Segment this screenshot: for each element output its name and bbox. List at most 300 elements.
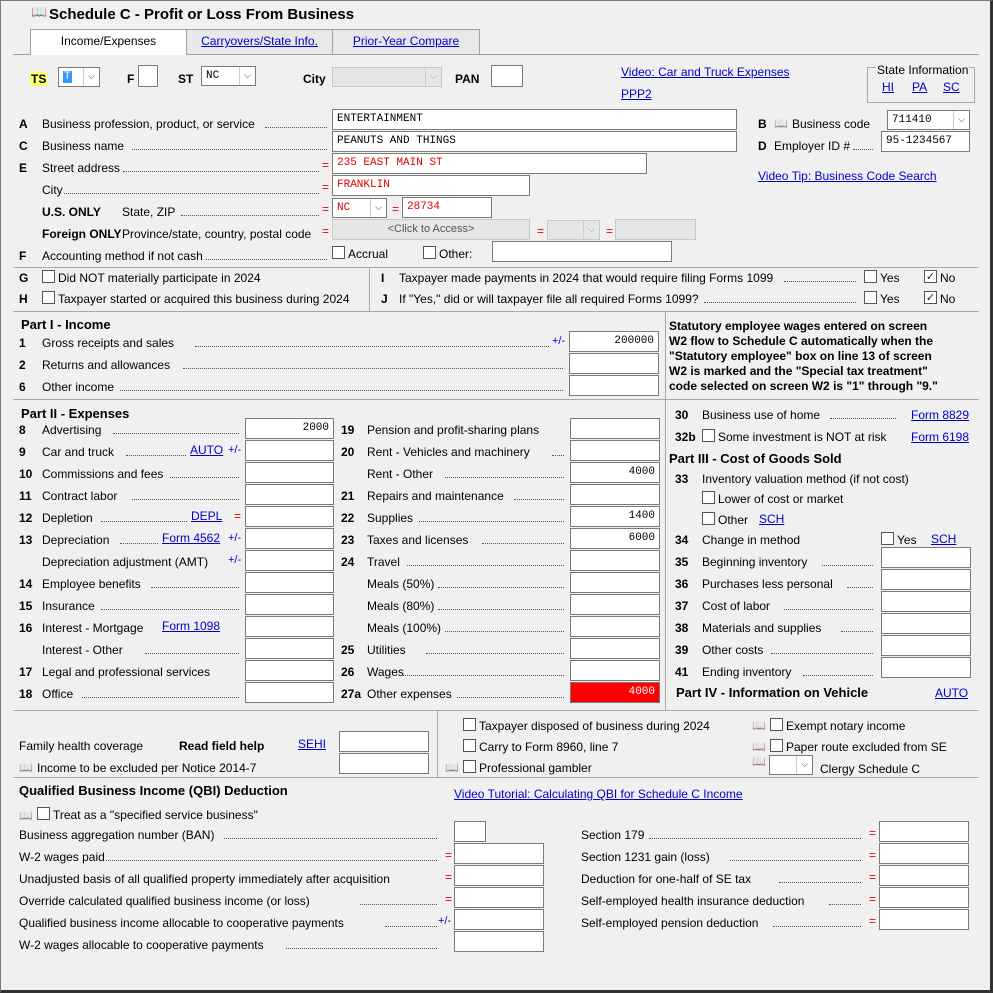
qbi-input[interactable]	[879, 909, 969, 930]
line-label: Repairs and maintenance	[367, 489, 504, 503]
leader-dots	[841, 630, 873, 632]
read-field-help-label: Read field help	[179, 739, 265, 753]
city-input[interactable]: FRANKLIN	[332, 175, 530, 196]
leader-dots	[779, 881, 861, 883]
line-30-label: Business use of home	[702, 408, 821, 422]
amount-input[interactable]	[245, 506, 334, 527]
chevron-down-icon: ⌵	[953, 111, 969, 129]
leader-dots	[64, 192, 319, 194]
amount-input[interactable]	[881, 613, 971, 634]
line-j-label: If "Yes," did or will taxpayer file all required Forms 1099?	[399, 292, 699, 306]
amount-input[interactable]: 200000	[569, 331, 659, 352]
amount-input[interactable]	[570, 550, 660, 571]
tab-carryovers[interactable]	[186, 29, 333, 54]
foreign-label: Province/state, country, postal code	[122, 227, 312, 241]
notice-label: Income to be excluded per Notice 2014-7	[37, 761, 257, 775]
book-icon[interactable]: 📖	[752, 740, 766, 753]
leader-dots	[151, 586, 239, 588]
other-valuation-checkbox[interactable]	[702, 512, 715, 525]
form-8829-link[interactable]: Form 8829	[911, 408, 970, 422]
leader-dots	[649, 837, 861, 839]
state-link-hi[interactable]: HI	[882, 80, 894, 94]
leader-dots	[132, 498, 239, 500]
line-i-label: Taxpayer made payments in 2024 that would require filing Forms 1099	[399, 271, 774, 285]
carry-8960-checkbox[interactable]	[463, 739, 476, 752]
business-name-input[interactable]: PEANUTS AND THINGS	[332, 131, 737, 152]
paper-route-checkbox[interactable]	[770, 739, 783, 752]
leader-dots	[438, 586, 564, 588]
leader-dots	[784, 608, 873, 610]
amount-input[interactable]: 4000	[570, 682, 660, 703]
calc-equals: =	[445, 892, 453, 906]
amount-input[interactable]	[881, 547, 971, 568]
book-icon[interactable]: 📖	[31, 5, 48, 20]
leader-dots	[145, 652, 239, 654]
note-line: code selected on screen W2 is "1" through "9."	[669, 379, 938, 393]
line-number: 38	[675, 621, 689, 635]
sstb-checkbox[interactable]	[37, 807, 50, 820]
line-label: Legal and professional services	[42, 665, 211, 679]
line-label: Car and truck	[42, 445, 115, 459]
amount-input[interactable]: 4000	[570, 462, 660, 483]
note-line: "Statutory employee" box on line 13 of screen	[669, 349, 932, 363]
line-i-letter: I	[381, 271, 385, 285]
chevron-down-icon: ⌵	[425, 68, 441, 86]
divider	[13, 710, 979, 711]
form-6198-link[interactable]: Form 6198	[911, 430, 970, 444]
line-number: 23	[341, 533, 355, 547]
page-title: Schedule C - Profit or Loss From Business	[49, 6, 355, 23]
line-link[interactable]: Form 1098	[162, 619, 221, 633]
divider	[437, 710, 438, 777]
amount-input[interactable]	[881, 657, 971, 678]
line-f-label: Accounting method if not cash	[42, 249, 203, 263]
line-number: 1	[19, 336, 26, 350]
line-c-letter: C	[19, 139, 28, 153]
line-e-label: Street address	[42, 161, 121, 175]
line-number: 2	[19, 358, 26, 372]
qbi-label: W-2 wages paid	[19, 850, 105, 864]
part3-title: Part III - Cost of Goods Sold	[669, 451, 842, 466]
qbi-label: Self-employed pension deduction	[581, 916, 759, 930]
line-link[interactable]: AUTO	[190, 443, 224, 457]
amount-input[interactable]	[245, 682, 334, 703]
book-icon[interactable]: 📖	[19, 761, 33, 774]
h-checkbox[interactable]	[42, 291, 55, 304]
line-label: Wages	[367, 665, 404, 679]
tab-label: Income/Expenses	[60, 34, 157, 48]
sstb-label: Treat as a "specified service business"	[53, 808, 258, 822]
amount-input[interactable]	[881, 635, 971, 656]
tab-income-expenses[interactable]	[30, 29, 187, 55]
state-value: NC	[337, 202, 351, 214]
line-label: Rent - Vehicles and machinery	[367, 445, 530, 459]
st-select[interactable]	[201, 66, 256, 86]
leader-dots	[181, 214, 319, 216]
amount-input[interactable]	[245, 572, 334, 593]
qbi-input[interactable]	[454, 865, 544, 886]
book-icon[interactable]: 📖	[774, 117, 788, 130]
note-line: W2 flow to Schedule C automatically when the	[669, 334, 934, 348]
qbi-input[interactable]	[454, 931, 544, 952]
line-number: 17	[19, 665, 33, 679]
leader-dots	[445, 476, 564, 478]
chevron-down-icon: ⌵	[370, 199, 386, 217]
amount-input[interactable]	[245, 462, 334, 483]
line-a-label: Business profession, product, or service	[42, 117, 255, 131]
divider	[13, 311, 979, 312]
line-h-label: Taxpayer started or acquired this business during 2024	[58, 292, 350, 306]
line-label: Supplies	[367, 511, 414, 525]
part4-title: Part IV - Information on Vehicle	[676, 685, 869, 700]
divider	[13, 777, 979, 778]
leader-dots	[822, 564, 873, 566]
leader-dots	[360, 903, 437, 905]
country-select[interactable]	[547, 220, 600, 240]
line-b-label: Business code	[792, 117, 871, 131]
leader-dots	[830, 417, 896, 419]
click-to-access-button[interactable]: <Click to Access>	[332, 219, 530, 240]
qbi-label: Unadjusted basis of all qualified property immediately after acquisition	[19, 872, 390, 886]
leader-dots	[183, 367, 563, 369]
line-link[interactable]: DEPL	[191, 509, 223, 523]
amount-input[interactable]	[245, 440, 334, 461]
j-yes-checkbox[interactable]	[864, 291, 877, 304]
amount-input[interactable]	[570, 594, 660, 615]
plus-minus-indicator: +/-	[552, 335, 566, 347]
leader-dots	[730, 859, 861, 861]
line-number: 36	[675, 577, 689, 591]
line-label: Interest - Mortgage	[42, 621, 144, 635]
amount-input[interactable]	[245, 528, 334, 549]
chevron-down-icon: ⌵	[583, 221, 599, 239]
leader-dots	[407, 564, 564, 566]
lower-of-cost-label: Lower of cost or market	[718, 492, 844, 506]
line-label: Interest - Other	[42, 643, 123, 657]
qbi-input[interactable]	[454, 887, 544, 908]
calc-equals: =	[869, 826, 877, 840]
family-health-input[interactable]	[339, 731, 429, 752]
qbi-input[interactable]	[454, 821, 486, 842]
leader-dots	[847, 586, 873, 588]
line-label: Cost of labor	[702, 599, 771, 613]
notary-checkbox[interactable]	[770, 718, 783, 731]
plus-minus-indicator: +/-	[228, 532, 242, 544]
line-label: Meals (80%)	[367, 599, 435, 613]
carry-8960-label: Carry to Form 8960, line 7	[479, 740, 619, 754]
business-code-select[interactable]	[887, 110, 970, 130]
line-label: Utilities	[367, 643, 406, 657]
leader-dots	[82, 696, 239, 698]
qbi-label: Self-employed health insurance deduction	[581, 894, 805, 908]
line-g-label: Did NOT materially participate in 2024	[58, 271, 261, 285]
st-label: ST	[178, 72, 194, 86]
line-number: 12	[19, 511, 33, 525]
no-label: No	[940, 271, 956, 285]
line-34-label: Change in method	[702, 533, 801, 547]
business-code-value: 711410	[892, 114, 932, 126]
state-select[interactable]	[332, 198, 387, 218]
amount-input[interactable]	[245, 616, 334, 637]
line-label: Meals (100%)	[367, 621, 442, 635]
other-method-checkbox[interactable]	[423, 246, 436, 259]
qbi-label: Section 179	[581, 828, 645, 842]
line-label: Other costs	[702, 643, 764, 657]
tab-label: Carryovers/State Info.	[201, 34, 318, 48]
amount-input[interactable]	[570, 440, 660, 461]
amount-input[interactable]	[570, 638, 660, 659]
qbi-label: Section 1231 gain (loss)	[581, 850, 710, 864]
line-number: 8	[19, 423, 26, 437]
leader-dots	[170, 476, 239, 478]
amount-input[interactable]	[245, 484, 334, 505]
f-input[interactable]	[138, 65, 158, 87]
amount-input[interactable]: 6000	[570, 528, 660, 549]
qbi-label: Qualified business income allocable to cooperative payments	[19, 916, 344, 930]
leader-dots	[773, 925, 861, 927]
qbi-label: W-2 wages allocable to cooperative payments	[19, 938, 264, 952]
ts-value: T	[64, 71, 71, 83]
leader-dots	[419, 520, 564, 522]
sehi-link[interactable]: SEHI	[298, 737, 327, 751]
line-label: Office	[42, 687, 74, 701]
family-health-label: Family health coverage	[19, 739, 144, 753]
leader-dots	[829, 903, 861, 905]
state-link-pa[interactable]: PA	[912, 80, 928, 94]
amount-input[interactable]	[570, 484, 660, 505]
j-no-checkbox[interactable]: ✓	[925, 291, 936, 304]
street-input[interactable]: 235 EAST MAIN ST	[332, 153, 647, 174]
leader-dots	[385, 925, 437, 927]
calc-equals: =	[606, 224, 614, 238]
leader-dots	[853, 148, 873, 150]
book-icon[interactable]: 📖	[752, 719, 766, 732]
other-valuation-label: Other	[718, 513, 749, 527]
line-label: Meals (50%)	[367, 577, 435, 591]
qbi-label: Deduction for one-half of SE tax	[581, 872, 752, 886]
not-at-risk-checkbox[interactable]	[702, 429, 715, 442]
leader-dots	[101, 608, 239, 610]
line-number: 22	[341, 511, 355, 525]
leader-dots	[286, 947, 437, 949]
qbi-input[interactable]	[879, 887, 969, 908]
plus-minus-indicator: +/-	[438, 915, 452, 927]
i-yes-checkbox[interactable]	[864, 270, 877, 283]
qbi-input[interactable]	[879, 865, 969, 886]
line-number: 24	[341, 555, 355, 569]
line-number: 27a	[341, 687, 362, 701]
notary-label: Exempt notary income	[786, 719, 906, 733]
line-32b-num: 32b	[675, 430, 696, 444]
calc-equals: =	[869, 892, 877, 906]
leader-dots	[704, 301, 856, 303]
amount-input[interactable]	[570, 418, 660, 439]
line-b-letter: B	[758, 117, 767, 131]
auto-link[interactable]: AUTO	[935, 686, 969, 700]
line-label: Depreciation	[42, 533, 110, 547]
leader-dots	[784, 280, 856, 282]
line-label: Ending inventory	[702, 665, 792, 679]
line-label: Returns and allowances	[42, 358, 171, 372]
state-zip-label: State, ZIP	[122, 205, 176, 219]
amount-input[interactable]	[881, 591, 971, 612]
line-label: Taxes and licenses	[367, 533, 469, 547]
qbi-input[interactable]	[879, 821, 969, 842]
amount-input[interactable]	[569, 375, 659, 396]
pan-input[interactable]	[491, 65, 523, 87]
lower-of-cost-checkbox[interactable]	[702, 491, 715, 504]
line-30-num: 30	[675, 408, 689, 422]
line-label: Other income	[42, 380, 115, 394]
ts-select[interactable]	[58, 67, 100, 87]
line-number: 21	[341, 489, 355, 503]
calc-equals: =	[322, 202, 330, 216]
other-method-label: Other:	[439, 247, 473, 261]
amount-input[interactable]	[245, 660, 334, 681]
notice-input[interactable]	[339, 753, 429, 774]
line-label: Insurance	[42, 599, 95, 613]
leader-dots	[132, 148, 327, 150]
chevron-down-icon: ⌵	[239, 67, 255, 85]
line-number: 14	[19, 577, 33, 591]
line-label: Contract labor	[42, 489, 118, 503]
city-select[interactable]	[332, 67, 442, 87]
no-label: No	[940, 292, 956, 306]
zip-input[interactable]: 28734	[402, 197, 492, 218]
gambler-checkbox[interactable]	[463, 760, 476, 773]
leader-dots	[445, 630, 564, 632]
tab-label: Prior-Year Compare	[352, 34, 460, 48]
line-f-letter: F	[19, 249, 27, 263]
calc-equals: =	[234, 509, 242, 523]
leader-dots	[206, 258, 327, 260]
calc-equals: =	[445, 870, 453, 884]
calc-equals: =	[869, 914, 877, 928]
line-number: 18	[19, 687, 33, 701]
line-c-label: Business name	[42, 139, 125, 153]
amount-input[interactable]	[245, 594, 334, 615]
state-info-box	[867, 63, 975, 103]
sch-link[interactable]: SCH	[931, 532, 957, 546]
g-checkbox[interactable]	[42, 270, 55, 283]
line-link[interactable]: Form 4562	[162, 531, 221, 545]
employer-id-input[interactable]: 95-1234567	[881, 131, 970, 152]
sch-link[interactable]: SCH	[759, 512, 785, 526]
amount-input[interactable]	[881, 569, 971, 590]
video-car-link[interactable]: Video: Car and Truck Expenses	[621, 65, 790, 79]
book-icon[interactable]: 📖	[19, 809, 33, 822]
line-number: 9	[19, 445, 26, 459]
postal-input[interactable]	[615, 219, 696, 240]
leader-dots	[438, 608, 564, 610]
book-icon[interactable]: 📖	[445, 761, 459, 774]
line-label: Depreciation adjustment (AMT)	[42, 555, 209, 569]
leader-dots	[113, 432, 239, 434]
line-h-letter: H	[19, 292, 28, 306]
leader-dots	[120, 542, 158, 544]
amount-input[interactable]	[570, 660, 660, 681]
yes-label: Yes	[897, 533, 917, 547]
amount-input[interactable]	[569, 353, 659, 374]
us-only-label: U.S. ONLY	[42, 205, 101, 219]
leader-dots	[106, 859, 437, 861]
yes-label: Yes	[880, 292, 900, 306]
line-g-letter: G	[19, 271, 29, 285]
leader-dots	[126, 454, 186, 456]
line-number: 25	[341, 643, 355, 657]
line-j-letter: J	[381, 292, 388, 306]
qbi-input[interactable]	[879, 843, 969, 864]
line-number: 20	[341, 445, 355, 459]
chevron-down-icon: ⌵	[796, 756, 812, 774]
calc-equals: =	[445, 848, 453, 862]
amount-input[interactable]: 2000	[245, 418, 334, 439]
line-label: Materials and supplies	[702, 621, 822, 635]
line-d-label: Employer ID #	[774, 139, 851, 153]
leader-dots	[803, 674, 873, 676]
clergy-select[interactable]	[769, 755, 813, 775]
i-no-checkbox[interactable]: ✓	[925, 270, 936, 283]
ppp2-link[interactable]: PPP2	[621, 87, 652, 101]
line-label: Depletion	[42, 511, 93, 525]
calc-equals: =	[869, 870, 877, 884]
accrual-label: Accrual	[348, 247, 389, 261]
accrual-checkbox[interactable]	[332, 246, 345, 259]
amount-input[interactable]	[570, 616, 660, 637]
book-icon[interactable]: 📖	[752, 755, 766, 768]
yes-label: Yes	[880, 271, 900, 285]
disposed-checkbox[interactable]	[463, 718, 476, 731]
line-label: Commissions and fees	[42, 467, 164, 481]
other-method-input[interactable]	[492, 241, 672, 262]
amount-input[interactable]: 1400	[570, 506, 660, 527]
qbi-input[interactable]	[454, 843, 544, 864]
leader-dots	[195, 345, 549, 347]
qbi-video-link[interactable]: Video Tutorial: Calculating QBI for Schedule C Income	[454, 787, 743, 801]
leader-dots	[101, 520, 187, 522]
line-label: Other expenses	[367, 687, 452, 701]
line-number: 11	[19, 489, 32, 503]
leader-dots	[401, 674, 565, 676]
leader-dots	[552, 454, 564, 456]
line-number: 16	[19, 621, 33, 635]
line-number: 6	[19, 380, 26, 394]
line-label: Pension and profit-sharing plans	[367, 423, 540, 437]
line-33-num: 33	[675, 472, 689, 486]
line-label: Travel	[367, 555, 400, 569]
qbi-input[interactable]	[454, 909, 544, 930]
change-method-checkbox[interactable]	[881, 532, 894, 545]
gambler-label: Professional gambler	[479, 761, 592, 775]
tab-prior-year[interactable]	[332, 29, 480, 54]
divider	[369, 267, 370, 311]
divider	[13, 267, 979, 268]
leader-dots	[123, 170, 319, 172]
amount-input[interactable]	[245, 550, 334, 571]
line-number: 13	[19, 533, 33, 547]
leader-dots	[265, 126, 327, 128]
line-number: 41	[675, 665, 689, 679]
line-label: Beginning inventory	[702, 555, 808, 569]
video-tip-link[interactable]: Video Tip: Business Code Search	[758, 169, 937, 183]
profession-input[interactable]: ENTERTAINMENT	[332, 109, 737, 130]
line-32b-label: Some investment is NOT at risk	[718, 430, 887, 444]
line-label: Rent - Other	[367, 467, 434, 481]
state-link-sc[interactable]: SC	[943, 80, 960, 94]
amount-input[interactable]	[245, 638, 334, 659]
line-number: 15	[19, 599, 33, 613]
amount-input[interactable]	[570, 572, 660, 593]
